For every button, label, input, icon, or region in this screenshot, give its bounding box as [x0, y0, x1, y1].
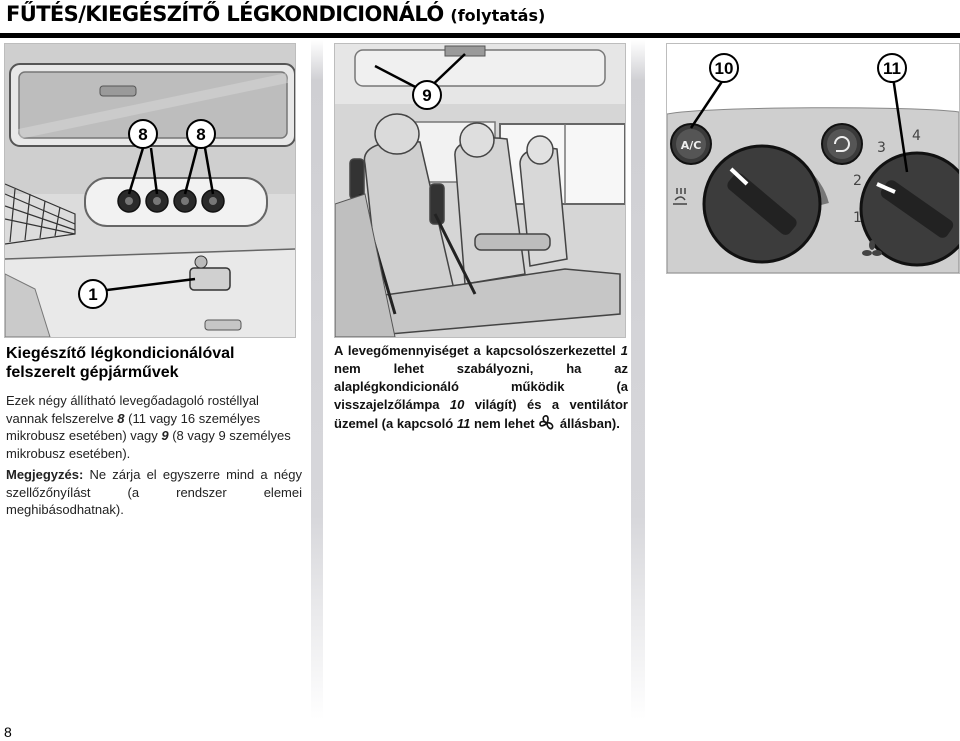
- svg-text:8: 8: [196, 125, 206, 144]
- ref-1: 1: [620, 343, 628, 358]
- paragraph-note: [6, 466, 302, 519]
- callout-10: [710, 54, 738, 82]
- callout-1: [79, 280, 107, 308]
- dial-mark-1: 1: [853, 210, 862, 226]
- figure-minibus-seats: [334, 43, 626, 338]
- fan-speed-dial: [861, 153, 959, 265]
- figure-ceiling-vents: [4, 43, 296, 338]
- column-separator-right: [631, 40, 645, 720]
- p3-text-3: világít) és a ventilátor üzemel (a kapcsoló: [334, 397, 628, 431]
- p3-text-5: állásban).: [556, 416, 620, 431]
- ac-button: [671, 124, 711, 164]
- svg-text:8: 8: [138, 125, 148, 144]
- control-panel-illustration: [667, 44, 959, 273]
- callout-8-right: [187, 120, 215, 148]
- svg-text:1: 1: [88, 285, 98, 304]
- ref-8: 8: [117, 410, 125, 426]
- page-title: [6, 2, 545, 26]
- note-text: Ne zárja el egyszerre mind a négy szellőzőnyílást (a rendszer elemei meghibásodhatnak).: [6, 467, 302, 518]
- dial-mark-2: 2: [853, 173, 862, 189]
- dial-mark-3: 3: [877, 140, 886, 156]
- paragraph-vents: [6, 392, 302, 462]
- ref-11: 11: [456, 416, 471, 431]
- callout-11: [878, 54, 906, 82]
- p1-text-1: Ezek négy állítható levegőadagoló rostéllyal vannak felszerelve: [6, 393, 259, 426]
- p3-text-1: A levegőmennyiséget a kapcsolószerkezettel: [334, 343, 621, 358]
- ref-9: 9: [161, 428, 169, 444]
- paragraph-air-quantity: [334, 342, 628, 433]
- p3-text-2: nem lehet szabályozni, ha az alaplégkondicionáló működik (a visszajelzőlámpa: [334, 361, 628, 412]
- p1-text-3: (8 vagy 9 személyes mikrobusz esetében).: [6, 428, 291, 461]
- recirculation-button: [822, 124, 862, 164]
- note-label: Megjegyzés:: [6, 467, 84, 482]
- callout-9: [413, 81, 441, 109]
- section-heading: Kiegészítő légkondicionálóval felszerelt gépjárművek: [6, 345, 235, 381]
- ceiling-vents-illustration: [5, 44, 295, 337]
- column-separator-left: [311, 40, 323, 720]
- minibus-seats-illustration: [335, 44, 625, 337]
- title-rule: [0, 33, 960, 38]
- svg-text:A/C: A/C: [680, 139, 702, 152]
- svg-text:10: 10: [714, 59, 734, 78]
- figure-control-panel: [666, 43, 960, 274]
- page-title-text: FŰTÉS/KIEGÉSZÍTŐ LÉGKONDICIONÁLÓ: [6, 2, 444, 26]
- fan-icon: [538, 414, 556, 432]
- svg-text:11: 11: [883, 59, 901, 78]
- svg-text:9: 9: [422, 86, 432, 105]
- page-title-suffix: (folytatás): [450, 6, 546, 25]
- p1-text-2: (11 vagy 16 személyes mikrobusz esetében) vagy: [6, 410, 261, 444]
- dial-mark-4: 4: [912, 128, 921, 144]
- ref-10: 10: [449, 397, 465, 412]
- p3-text-4: nem lehet: [470, 416, 539, 431]
- page-number: 8: [4, 724, 12, 740]
- callout-8-left: [129, 120, 157, 148]
